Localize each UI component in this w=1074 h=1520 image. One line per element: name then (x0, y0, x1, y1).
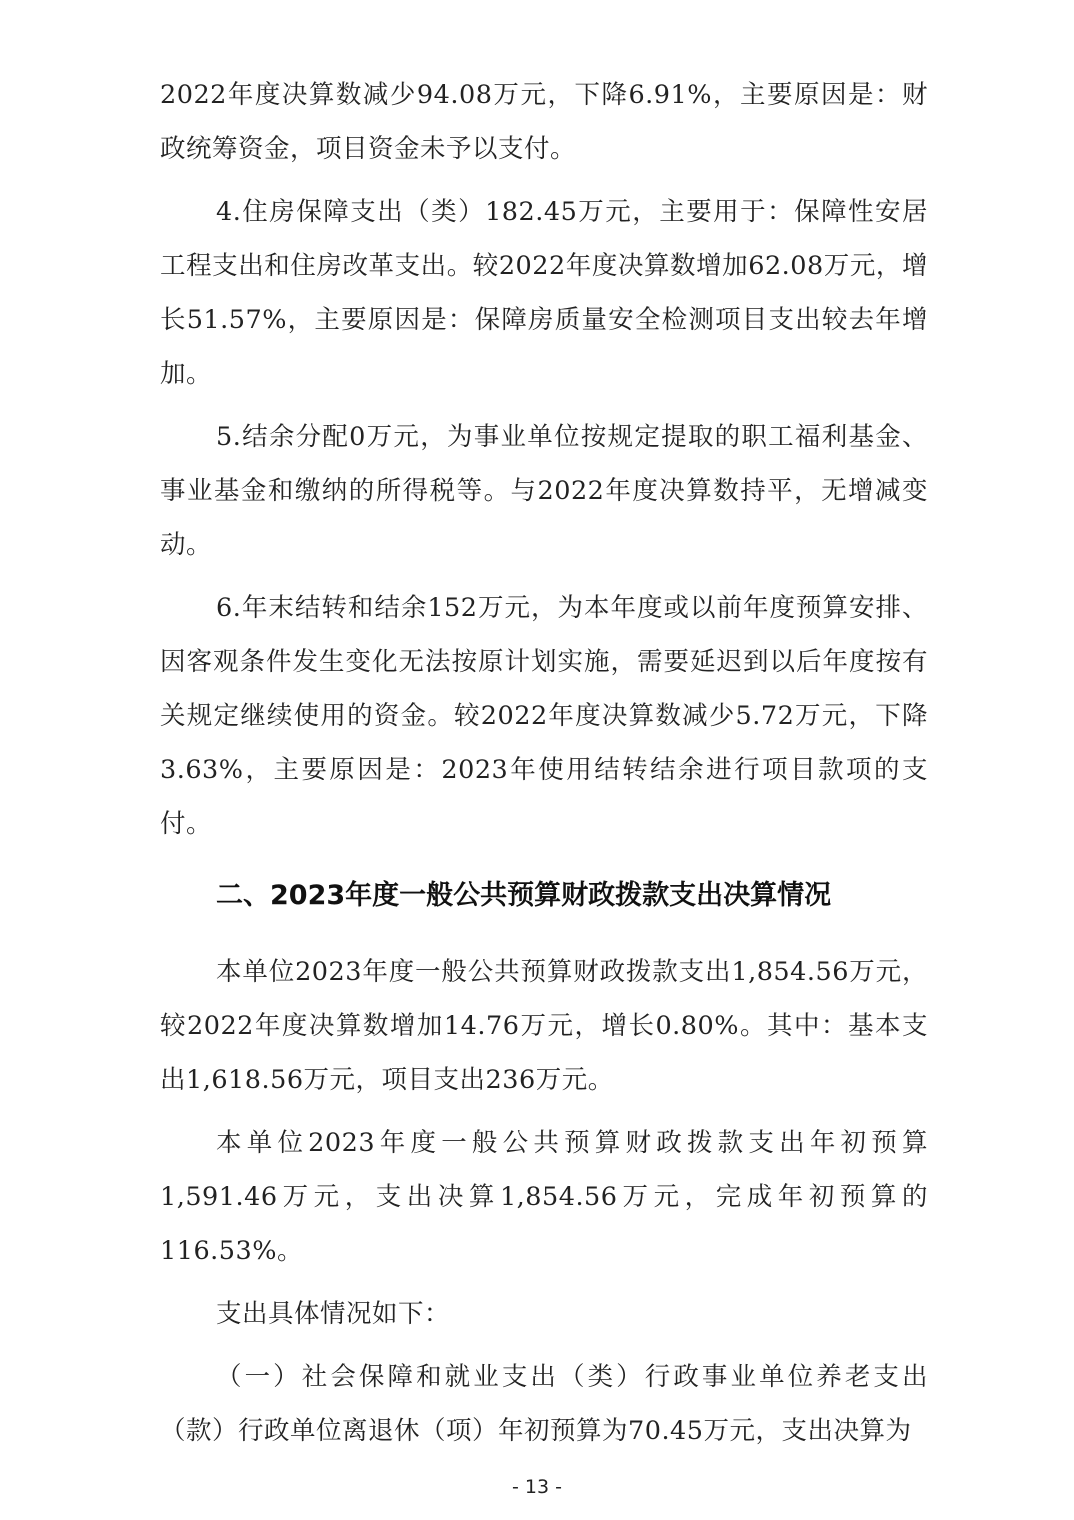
document-page (160, 68, 928, 1467)
paragraph-item-5: 5.结余分配0万元，为事业单位按规定提取的职工福利基金、事业基金和缴纳的所得税等。与2022年度决算数持平，无增减变动。 (160, 422, 928, 560)
paragraph-details-intro: 支出具体情况如下： (216, 1299, 451, 1329)
paragraph-item-4: 4.住房保障支出（类）182.45万元，主要用于：保障性安居工程支出和住房改革支出。较2022年度决算数增加62.08万元，增长51.57%，主要原因是：保障房质量安全检测项目支出较去年增加。 (160, 197, 928, 389)
paragraph-detail-1: （一）社会保障和就业支出（类）行政事业单位养老支出（款）行政单位离退休（项）年初预算为70.45万元，支出决算为 (160, 1362, 928, 1446)
page-number: - 13 - (512, 1476, 562, 1498)
paragraph-summary-2: 本单位2023年度一般公共预算财政拨款支出年初预算1,591.46万元，支出决算1,854.56万元，完成年初预算的116.53%。 (160, 1128, 928, 1266)
section-heading: 二、2023年度一般公共预算财政拨款支出决算情况 (216, 880, 832, 911)
paragraph-continued: 2022年度决算数减少94.08万元，下降6.91%，主要原因是：财政统筹资金，项目资金未予以支付。 (160, 80, 928, 164)
paragraph-item-6: 6.年末结转和结余152万元，为本年度或以前年度预算安排、因客观条件发生变化无法按原计划实施，需要延迟到以后年度按有关规定继续使用的资金。较2022年度决算数减少5.72万元，下降3.63%，主要原因是：2023年使用结转结余进行项目款项的支付。 (160, 593, 928, 839)
paragraph-summary-1: 本单位2023年度一般公共预算财政拨款支出1,854.56万元，较2022年度决算数增加14.76万元，增长0.80%。其中：基本支出1,618.56万元，项目支出236万元。 (160, 957, 928, 1095)
